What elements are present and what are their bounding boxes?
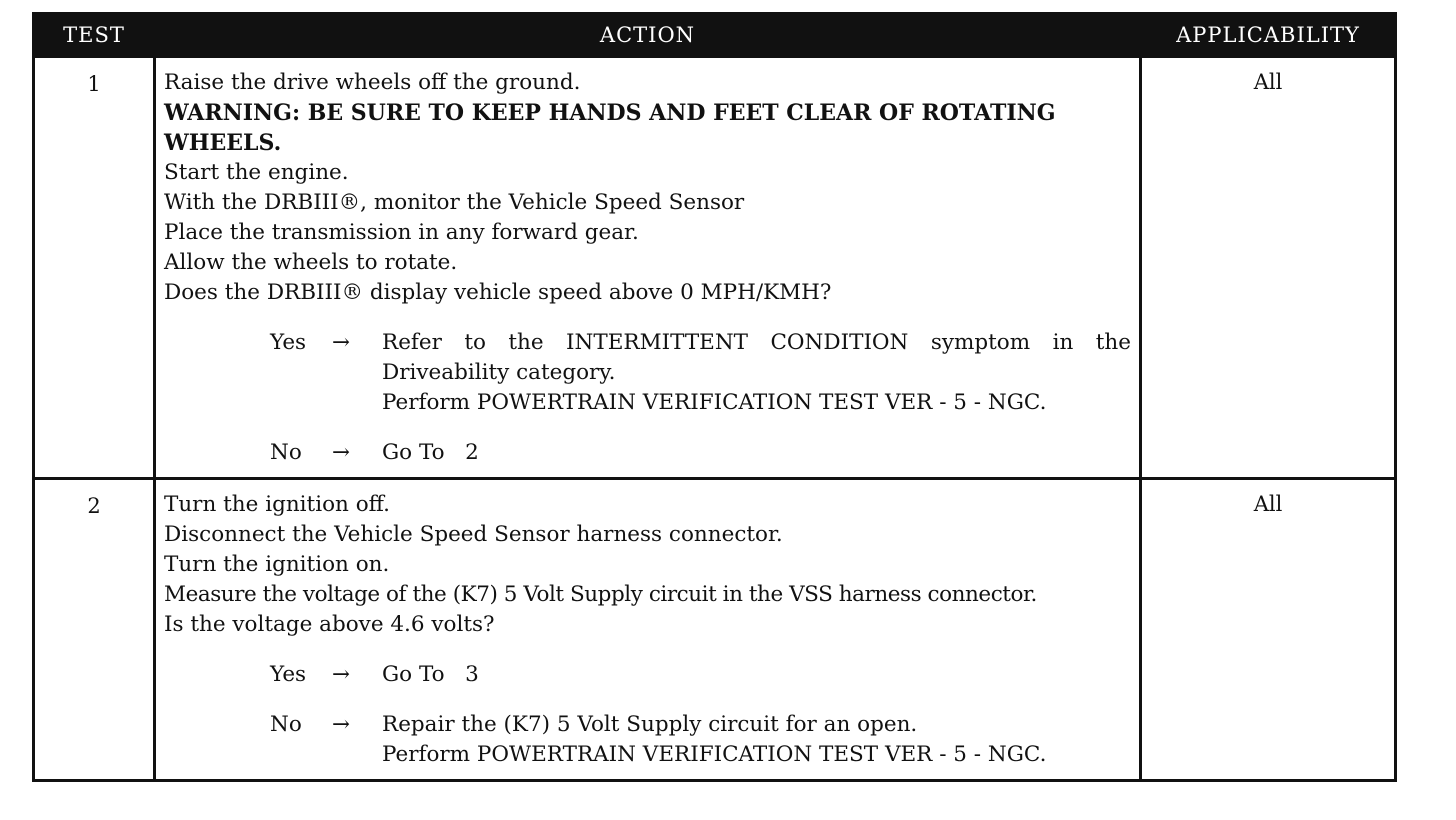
yes-result	[382, 660, 1131, 690]
step-text: Is the voltage above 4.6 volts?	[164, 612, 495, 637]
no-result	[382, 438, 1131, 468]
test-number: 1	[87, 72, 101, 96]
test-number: 2	[87, 494, 101, 518]
arrow-right-icon: →	[332, 330, 351, 355]
diagnostic-table-frame	[32, 12, 1394, 782]
applicability-cell	[1141, 479, 1396, 781]
yes-label: Yes	[270, 662, 307, 687]
action-cell	[155, 479, 1141, 781]
step-text: Measure the voltage of the (K7) 5 Volt Supply circuit in the VSS harness connector.	[164, 582, 1037, 607]
header-applicability: APPLICABILITY	[1141, 14, 1396, 57]
applicability-value: All	[1253, 492, 1283, 516]
result-line: Go To 3	[382, 662, 479, 687]
no-branch	[270, 438, 1131, 468]
step-text: Turn the ignition on.	[164, 552, 390, 577]
step-text: Allow the wheels to rotate.	[164, 250, 458, 275]
result-line: Perform POWERTRAIN VERIFICATION TEST VER - 5 - NGC.	[382, 390, 1047, 415]
action-cell	[155, 57, 1141, 479]
test-row-1	[34, 57, 1396, 479]
no-label: No	[270, 712, 302, 737]
table-header-row	[34, 14, 1396, 57]
yes-branch	[270, 660, 1131, 690]
step-text: Place the transmission in any forward gear.	[164, 220, 639, 245]
arrow-right-icon: →	[332, 440, 351, 465]
step-text: Start the engine.	[164, 160, 349, 185]
step-text: Disconnect the Vehicle Speed Sensor harness connector.	[164, 522, 783, 547]
applicability-value: All	[1253, 70, 1283, 94]
no-branch	[270, 710, 1131, 770]
test-number-cell	[34, 57, 155, 479]
result-line: Repair the (K7) 5 Volt Supply circuit for an open.	[382, 712, 918, 737]
result-line: Go To 2	[382, 440, 479, 465]
test-row-2	[34, 479, 1396, 781]
warning-text: WARNING: BE SURE TO KEEP HANDS AND FEET CLEAR OF ROTATING WHEELS.	[164, 100, 1056, 156]
yes-label: Yes	[270, 330, 307, 355]
no-result	[382, 710, 1131, 770]
step-text: Turn the ignition off.	[164, 492, 390, 517]
yes-branch	[270, 328, 1131, 418]
diagnostic-test-table	[32, 12, 1397, 782]
result-line: Driveability category.	[382, 360, 616, 385]
no-label: No	[270, 440, 302, 465]
step-text: Does the DRBIII® display vehicle speed above 0 MPH/KMH?	[164, 280, 832, 305]
step-text: Raise the drive wheels off the ground.	[164, 70, 581, 95]
yes-result	[382, 328, 1131, 418]
arrow-right-icon: →	[332, 712, 351, 737]
header-test: TEST	[34, 14, 155, 57]
result-line: Refer to the INTERMITTENT CONDITION symptom in the	[382, 330, 1131, 355]
step-text: With the DRBIII®, monitor the Vehicle Speed Sensor	[164, 190, 745, 215]
result-line: Perform POWERTRAIN VERIFICATION TEST VER - 5 - NGC.	[382, 742, 1047, 767]
arrow-right-icon: →	[332, 662, 351, 687]
applicability-cell	[1141, 57, 1396, 479]
test-number-cell	[34, 479, 155, 781]
header-action: ACTION	[155, 14, 1141, 57]
